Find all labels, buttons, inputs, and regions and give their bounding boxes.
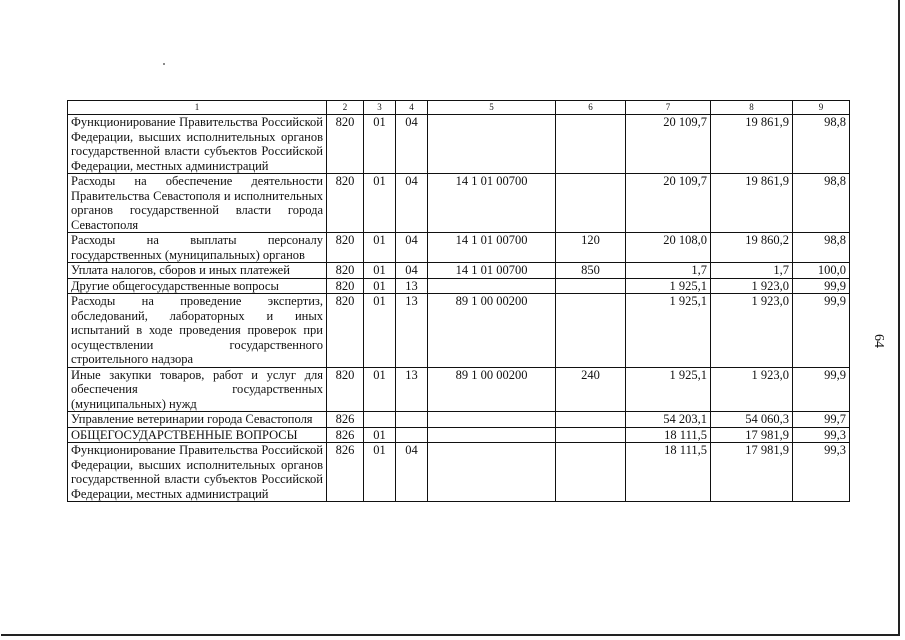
header-cell: 3 bbox=[364, 101, 396, 115]
code-cell: 826 bbox=[327, 427, 364, 443]
code-cell: 820 bbox=[327, 294, 364, 368]
header-cell: 5 bbox=[428, 101, 556, 115]
code-cell: 820 bbox=[327, 233, 364, 263]
executed-amount-cell: 1 923,0 bbox=[711, 278, 793, 294]
table-row bbox=[68, 427, 850, 443]
subsection-cell: 04 bbox=[396, 174, 428, 233]
table-row bbox=[68, 294, 850, 368]
header-cell: 7 bbox=[626, 101, 711, 115]
target-article-cell bbox=[428, 115, 556, 174]
expense-type-cell bbox=[556, 412, 626, 428]
subsection-cell: 04 bbox=[396, 233, 428, 263]
approved-amount-cell: 18 111,5 bbox=[626, 427, 711, 443]
subsection-cell: 04 bbox=[396, 443, 428, 502]
section-cell: 01 bbox=[364, 294, 396, 368]
header-cell: 1 bbox=[68, 101, 327, 115]
row-name-cell: Функционирование Правительства Российской Федерации, высших исполнительных органов государственной власти субъектов Российской Федерации, местных администраций bbox=[68, 443, 327, 502]
target-article-cell bbox=[428, 443, 556, 502]
section-cell: 01 bbox=[364, 263, 396, 279]
target-article-cell bbox=[428, 278, 556, 294]
percent-cell: 99,3 bbox=[793, 427, 850, 443]
approved-amount-cell: 1,7 bbox=[626, 263, 711, 279]
page-number: 64 bbox=[871, 334, 886, 348]
subsection-cell: 13 bbox=[396, 278, 428, 294]
expense-type-cell bbox=[556, 174, 626, 233]
code-cell: 826 bbox=[327, 443, 364, 502]
table-row bbox=[68, 278, 850, 294]
header-cell: 9 bbox=[793, 101, 850, 115]
section-cell: 01 bbox=[364, 443, 396, 502]
subsection-cell bbox=[396, 427, 428, 443]
approved-amount-cell: 1 925,1 bbox=[626, 294, 711, 368]
expense-type-cell: 240 bbox=[556, 367, 626, 412]
budget-table bbox=[67, 100, 850, 502]
percent-cell: 99,9 bbox=[793, 278, 850, 294]
percent-cell: 99,3 bbox=[793, 443, 850, 502]
target-article-cell: 14 1 01 00700 bbox=[428, 174, 556, 233]
row-name-cell: Функционирование Правительства Российской Федерации, высших исполнительных органов государственной власти субъектов Российской Федерации, местных администраций bbox=[68, 115, 327, 174]
percent-cell: 99,9 bbox=[793, 367, 850, 412]
row-name-cell: Другие общегосударственные вопросы bbox=[68, 278, 327, 294]
executed-amount-cell: 17 981,9 bbox=[711, 443, 793, 502]
expense-type-cell: 120 bbox=[556, 233, 626, 263]
target-article-cell: 89 1 00 00200 bbox=[428, 367, 556, 412]
executed-amount-cell: 1,7 bbox=[711, 263, 793, 279]
scan-speck bbox=[163, 63, 165, 65]
header-cell: 8 bbox=[711, 101, 793, 115]
code-cell: 820 bbox=[327, 174, 364, 233]
approved-amount-cell: 1 925,1 bbox=[626, 278, 711, 294]
subsection-cell: 13 bbox=[396, 367, 428, 412]
header-row bbox=[68, 101, 850, 115]
row-name-cell: Уплата налогов, сборов и иных платежей bbox=[68, 263, 327, 279]
subsection-cell: 04 bbox=[396, 115, 428, 174]
percent-cell: 99,7 bbox=[793, 412, 850, 428]
approved-amount-cell: 54 203,1 bbox=[626, 412, 711, 428]
row-name-cell: Расходы на обеспечение деятельности Правительства Севастополя и исполнительных органов государственной власти города Севастополя bbox=[68, 174, 327, 233]
target-article-cell: 89 1 00 00200 bbox=[428, 294, 556, 368]
table-row bbox=[68, 443, 850, 502]
approved-amount-cell: 20 109,7 bbox=[626, 115, 711, 174]
section-cell: 01 bbox=[364, 174, 396, 233]
expense-type-cell bbox=[556, 443, 626, 502]
executed-amount-cell: 1 923,0 bbox=[711, 367, 793, 412]
executed-amount-cell: 1 923,0 bbox=[711, 294, 793, 368]
percent-cell: 99,9 bbox=[793, 294, 850, 368]
executed-amount-cell: 17 981,9 bbox=[711, 427, 793, 443]
target-article-cell bbox=[428, 427, 556, 443]
section-cell: 01 bbox=[364, 115, 396, 174]
header-cell: 2 bbox=[327, 101, 364, 115]
code-cell: 820 bbox=[327, 115, 364, 174]
executed-amount-cell: 19 861,9 bbox=[711, 115, 793, 174]
subsection-cell: 04 bbox=[396, 263, 428, 279]
row-name-cell: Расходы на проведение экспертиз, обследований, лабораторных и иных испытаний в ходе проведения проверок при осуществлении государственного строительного надзора bbox=[68, 294, 327, 368]
target-article-cell bbox=[428, 412, 556, 428]
code-cell: 820 bbox=[327, 263, 364, 279]
row-name-cell: Иные закупки товаров, работ и услуг для обеспечения государственных (муниципальных) нужд bbox=[68, 367, 327, 412]
row-name-cell: Управление ветеринарии города Севастополя bbox=[68, 412, 327, 428]
code-cell: 820 bbox=[327, 367, 364, 412]
percent-cell: 100,0 bbox=[793, 263, 850, 279]
code-cell: 820 bbox=[327, 278, 364, 294]
expense-type-cell bbox=[556, 427, 626, 443]
section-cell: 01 bbox=[364, 367, 396, 412]
row-name-cell: Расходы на выплаты персоналу государственных (муниципальных) органов bbox=[68, 233, 327, 263]
expense-type-cell bbox=[556, 278, 626, 294]
approved-amount-cell: 20 108,0 bbox=[626, 233, 711, 263]
header-cell: 4 bbox=[396, 101, 428, 115]
executed-amount-cell: 19 860,2 bbox=[711, 233, 793, 263]
target-article-cell: 14 1 01 00700 bbox=[428, 263, 556, 279]
expense-type-cell: 850 bbox=[556, 263, 626, 279]
table-row bbox=[68, 174, 850, 233]
section-cell: 01 bbox=[364, 427, 396, 443]
approved-amount-cell: 1 925,1 bbox=[626, 367, 711, 412]
code-cell: 826 bbox=[327, 412, 364, 428]
section-cell bbox=[364, 412, 396, 428]
percent-cell: 98,8 bbox=[793, 233, 850, 263]
header-cell: 6 bbox=[556, 101, 626, 115]
table-row bbox=[68, 263, 850, 279]
executed-amount-cell: 19 861,9 bbox=[711, 174, 793, 233]
executed-amount-cell: 54 060,3 bbox=[711, 412, 793, 428]
approved-amount-cell: 18 111,5 bbox=[626, 443, 711, 502]
subsection-cell bbox=[396, 412, 428, 428]
table-row bbox=[68, 412, 850, 428]
table-row bbox=[68, 367, 850, 412]
subsection-cell: 13 bbox=[396, 294, 428, 368]
expense-type-cell bbox=[556, 115, 626, 174]
percent-cell: 98,8 bbox=[793, 115, 850, 174]
table-row bbox=[68, 115, 850, 174]
table-row bbox=[68, 233, 850, 263]
row-name-cell: ОБЩЕГОСУДАРСТВЕННЫЕ ВОПРОСЫ bbox=[68, 427, 327, 443]
percent-cell: 98,8 bbox=[793, 174, 850, 233]
section-cell: 01 bbox=[364, 233, 396, 263]
expense-type-cell bbox=[556, 294, 626, 368]
approved-amount-cell: 20 109,7 bbox=[626, 174, 711, 233]
section-cell: 01 bbox=[364, 278, 396, 294]
target-article-cell: 14 1 01 00700 bbox=[428, 233, 556, 263]
